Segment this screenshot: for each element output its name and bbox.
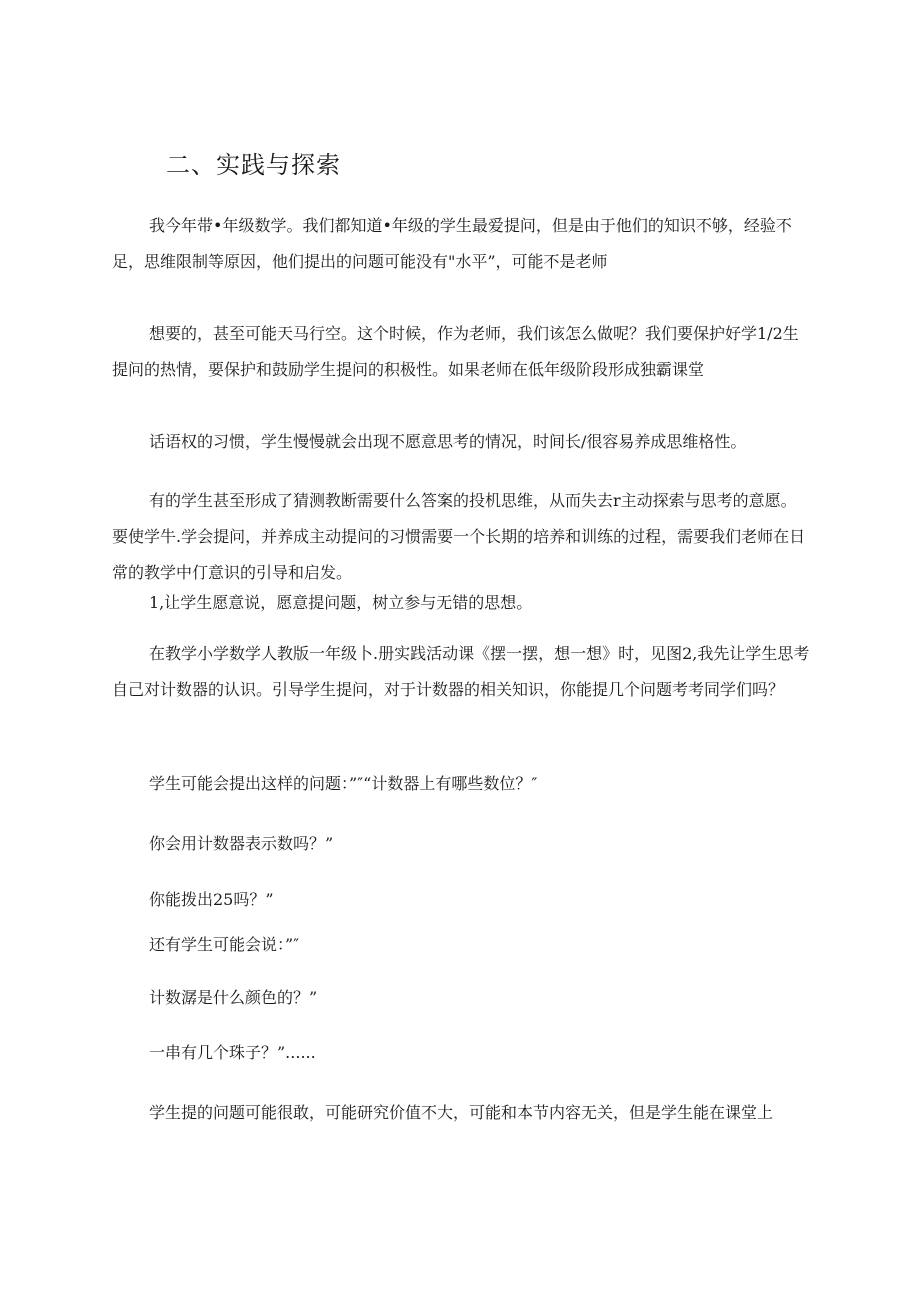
paragraph-11: 计数潺是什么颜色的？” xyxy=(149,988,318,1007)
paragraph-13: 学生提的问题可能很敢，可能研究价值不大，可能和本节内容无关，但是学生能在课堂上 xyxy=(149,1103,774,1122)
paragraph-10: 还有学生可能会说：”″ xyxy=(149,935,300,954)
paragraph-5: 1,让学生愿意说，愿意提问题，树立参与无错的思想。 xyxy=(149,593,533,612)
paragraph-1: 我今年带•年级数学。我们都知道•年级的学生最爱提问，但是由于他们的知识不够，经验不足，思维限制等原因，他们提出的问题可能没有"水平”，可能不是老师 xyxy=(112,216,792,271)
paragraph-12: 一串有几个珠子？”...... xyxy=(149,1043,316,1062)
paragraph-7: 学生可能会提出这样的问题：”″“计数器上有哪些数位？″ xyxy=(149,774,538,793)
paragraph-4: 有的学生甚至形成了猜测教断需要什么答案的投机思维，从而失去r主动探索与思考的意愿。要使学牛.学会提问，并养成主动提问的习惯需要一个长期的培养和训练的过程，需要我们老师在日常的教学中仃意识的引导和启发。 xyxy=(112,491,806,582)
paragraph-2: 想要的，甚至可能天马行空。这个时候，作为老师，我们该怎么做呢？我们要保护好学1/2生提问的热情，要保护和鼓励学生提问的积极性。如果老师在低年级阶段形成独霸课堂 xyxy=(112,324,799,379)
paragraph-6: 在教学小学数学人教版一年级卜.册实践活动课《摆一摆，想一想》时，见图2,我先让学生思考自己对计数器的认识。引导学生提问，对于计数器的相关知识，你能提几个问题考考同学们吗？ xyxy=(112,644,810,699)
paragraph-9: 你能拨出25吗？” xyxy=(149,890,274,909)
section-heading: 二、实践与探索 xyxy=(166,151,341,179)
paragraph-8: 你会用计数器表示数吗？” xyxy=(149,834,334,853)
paragraph-3: 话语权的习惯，学生慢慢就会出现不愿意思考的情况，时间长/很容易养成思维格性。 xyxy=(149,432,747,451)
